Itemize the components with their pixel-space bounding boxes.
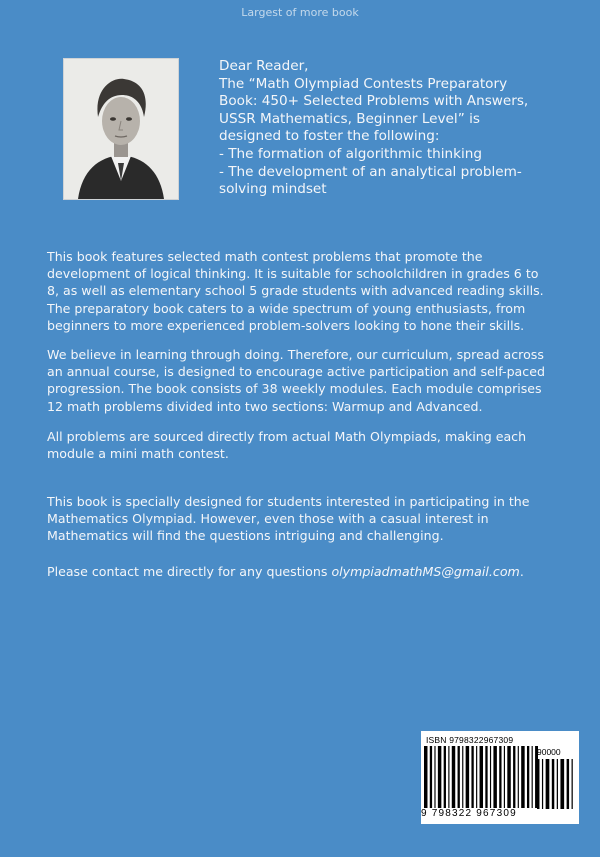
barcode-bar [499, 746, 501, 808]
text-line: beginners to more experienced problem-solvers looking to hone their skills. [47, 317, 525, 333]
letter-line: The “Math Olympiad Contests Preparatory [219, 75, 508, 92]
price-barcode [537, 759, 577, 809]
text-line: This book features selected math contest problems that promote the [47, 249, 483, 264]
letter-line: - The formation of algorithmic thinking [219, 145, 483, 162]
barcode-bar [532, 746, 533, 808]
text-line: The preparatory book caters to a wide spectrum of young enthusiasts, from [47, 300, 526, 316]
text-line: We believe in learning through doing. Therefore, our curriculum, spread across [47, 347, 544, 362]
barcode-bar [434, 746, 435, 808]
barcode-bar [504, 746, 505, 808]
letter-line: designed to foster the following: [219, 128, 440, 145]
barcode-bar [485, 746, 487, 808]
barcode-bar [557, 759, 558, 809]
barcode-bar [560, 759, 564, 809]
barcode-bar [462, 746, 463, 808]
text-line: Mathematics Olympiad. However, even those with a casual interest in [47, 511, 489, 527]
barcode-bar [537, 759, 539, 809]
paragraph-features [47, 248, 572, 334]
top-tag: Largest of more book [241, 6, 359, 19]
barcode-bar [542, 759, 543, 809]
barcode-bar [507, 746, 510, 808]
barcode-bar [471, 746, 473, 808]
paragraph-contact [47, 563, 572, 580]
paragraph-sources [47, 428, 572, 462]
barcode-bar [521, 746, 524, 808]
contact-end: . [519, 564, 524, 579]
barcode-bar [430, 746, 432, 808]
barcode-bar [480, 746, 483, 808]
paragraph-audience [47, 493, 572, 545]
text-line: an annual course, is designed to encourage active participation and self-paced [47, 364, 545, 380]
text-line: This book is specially designed for students interested in participating in the [47, 494, 530, 509]
barcode-bar [513, 746, 515, 808]
barcode-bar [452, 746, 455, 808]
text-line: Mathematics will find the questions intriguing and challenging. [47, 528, 444, 544]
text-line: module a mini math contest. [47, 446, 229, 462]
text-line: progression. The book consists of 38 weekly modules. Each module comprises [47, 381, 542, 397]
letter-line: Dear Reader, [219, 58, 309, 74]
contact-text: Please contact me directly for any questions [47, 564, 332, 579]
barcode-bar [448, 746, 449, 808]
isbn-label: ISBN 9798322967309 [426, 735, 514, 745]
barcode-bar [458, 746, 460, 808]
barcode-bar [438, 746, 441, 808]
text-line: 8, as well as elementary school 5 grade students with advanced reading skills. [47, 283, 544, 299]
barcode-bar [466, 746, 469, 808]
letter-line: solving mindset [219, 181, 327, 198]
barcode-bar [493, 746, 496, 808]
letter-block [219, 58, 549, 199]
text-line: All problems are sourced directly from actual Math Olympiads, making each [47, 429, 527, 444]
contact-email-link[interactable]: olympiadmathMS@gmail.com [331, 564, 520, 579]
barcode-bar [552, 759, 554, 809]
barcode-bar [518, 746, 519, 808]
paragraph-curriculum [47, 346, 572, 415]
barcode-bar [490, 746, 491, 808]
isbn-digits: 9 798322 967309 [421, 808, 517, 819]
letter-line: USSR Mathematics, Beginner Level” is [219, 110, 480, 127]
barcode-box [421, 731, 579, 824]
letter-line: - The development of an analytical problem- [219, 163, 522, 180]
author-portrait [63, 58, 179, 200]
isbn-barcode [424, 746, 538, 808]
barcode-bar [572, 759, 573, 809]
text-line: 12 math problems divided into two sections: Warmup and Advanced. [47, 398, 483, 414]
barcode-bar [424, 746, 427, 808]
barcode-bar [567, 759, 569, 809]
contact-line [47, 563, 572, 580]
letter-line: Book: 450+ Selected Problems with Answers, [219, 93, 529, 110]
barcode-bar [527, 746, 529, 808]
barcode-bar [444, 746, 446, 808]
barcode-bar [546, 759, 550, 809]
barcode-bar [476, 746, 477, 808]
text-line: development of logical thinking. It is suitable for schoolchildren in grades 6 to [47, 266, 539, 282]
price-code: 90000 [537, 747, 561, 757]
